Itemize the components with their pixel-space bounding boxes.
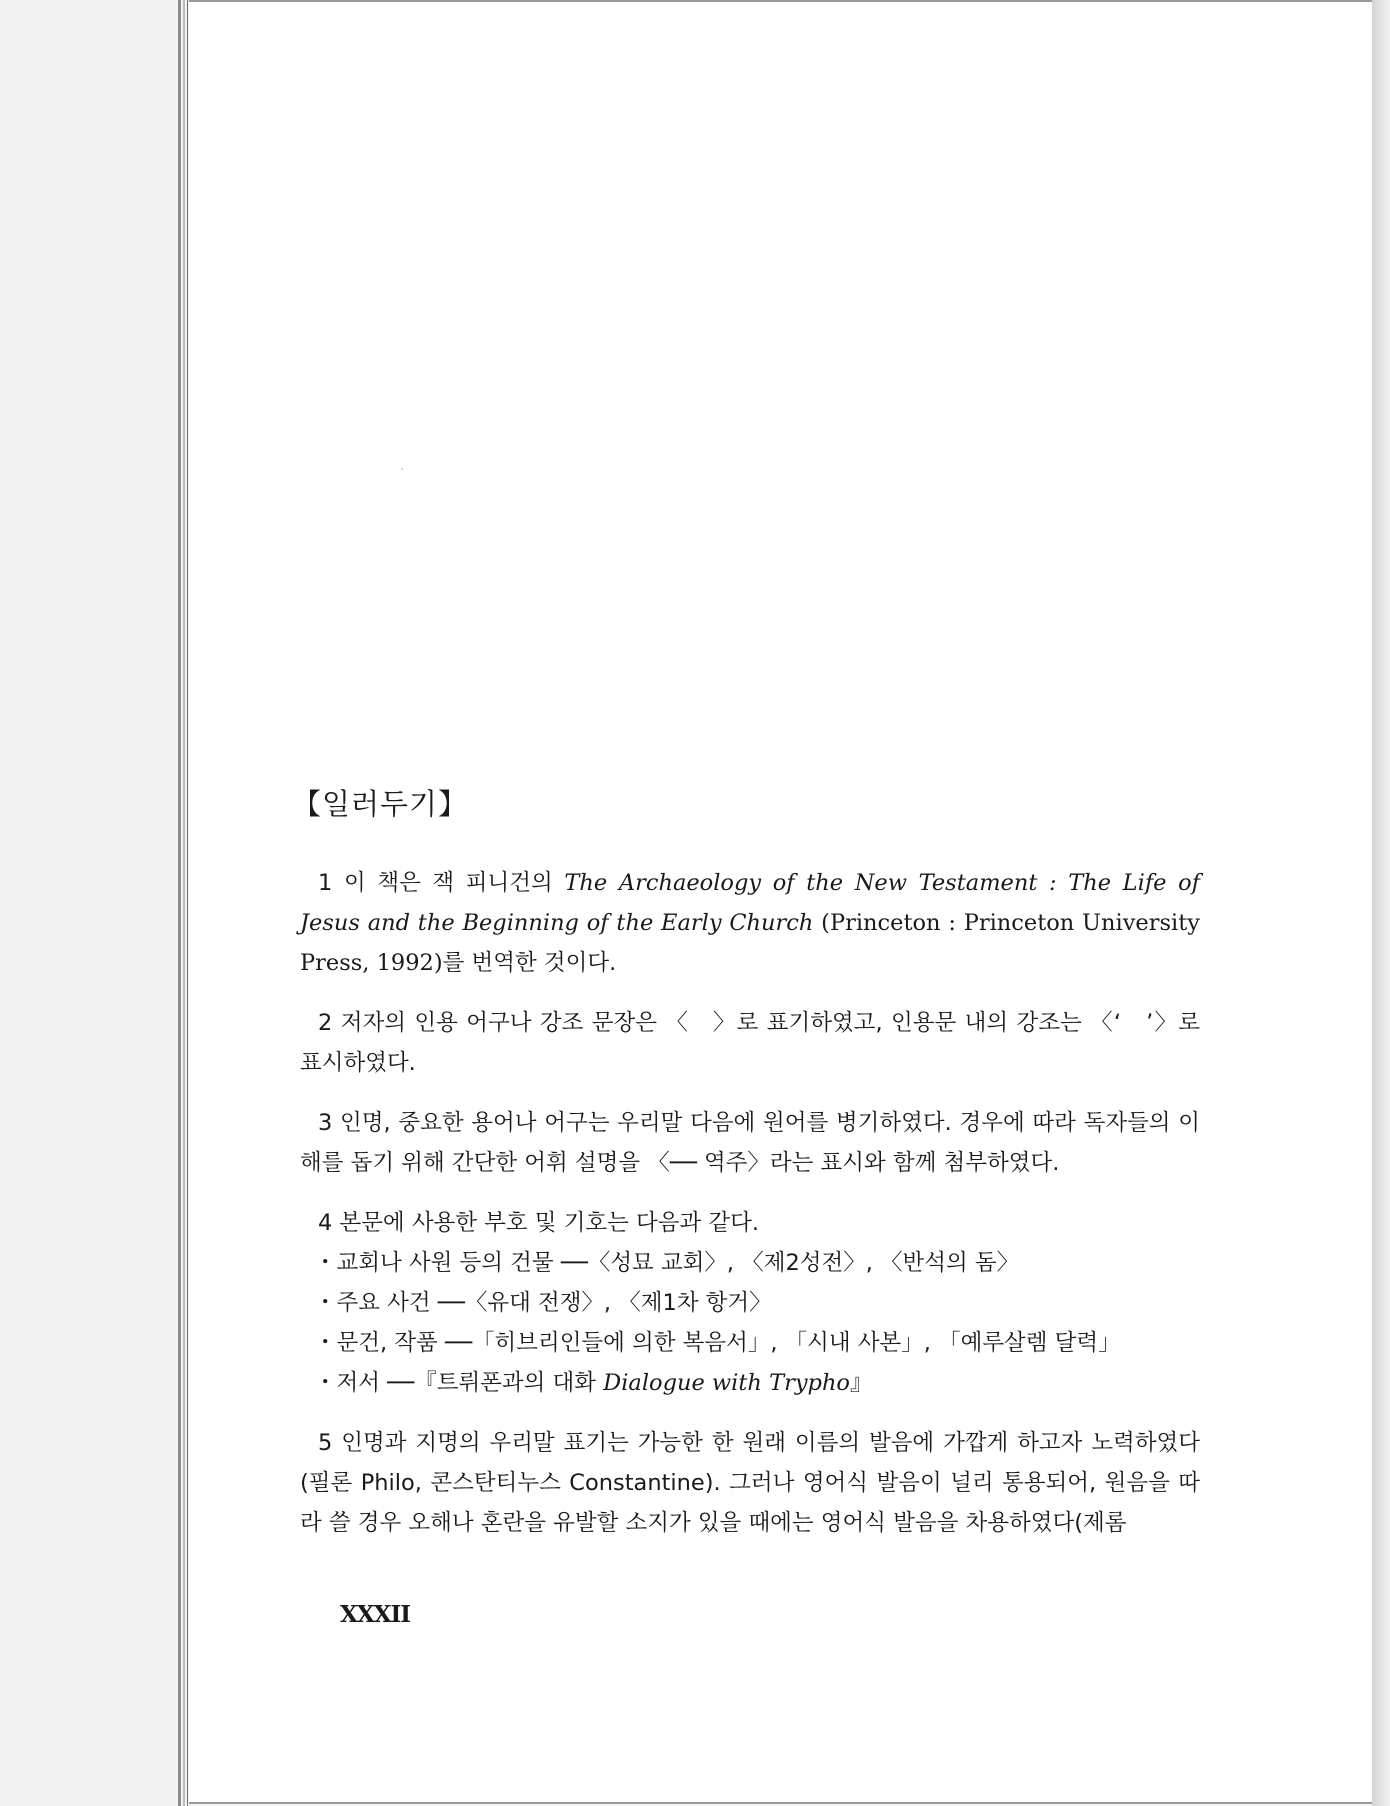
list-item: ・문건, 작품 ──「히브리인들에 의한 복음서」, 「시내 사본」, 「예루살렘 달력」 [314, 1330, 1121, 1356]
section-heading: 【일러두기】 [292, 787, 469, 821]
list-item [300, 1363, 1200, 1403]
page-stack-edge [183, 0, 185, 1806]
note-5: 5 인명과 지명의 우리말 표기는 가능한 한 원래 이름의 발음에 가깝게 하고자 노력하였다(필론 Philo, 콘스탄티누스 Constantine). 그러나 영어식 발음이 널리 통용되어, 원음을 따라 쓸 경우 오해나 혼란을 유발할 소지가 있을 때에는 영어식 발음을 차용하였다(제롬 [300, 1430, 1200, 1536]
page-border-bottom [189, 1802, 1372, 1804]
page-stack-edge [178, 0, 181, 1806]
page-shadow [1372, 0, 1390, 1806]
list-item-suffix: 』 [849, 1370, 873, 1396]
symbol-list [300, 1243, 1200, 1403]
book-title: The Archaeology of the New Testament : The Life of Jesus and the Beginning of the Early Church [300, 870, 1200, 936]
note-1-suffix: 를 번역한 것이다. [442, 950, 617, 976]
scan-speck [401, 468, 403, 470]
note-1 [300, 863, 1200, 983]
note-4-intro: 4 본문에 사용한 부호 및 기호는 다음과 같다. [318, 1210, 760, 1236]
list-item: ・교회나 사원 등의 건물 ──〈성묘 교회〉, 〈제2성전〉, 〈반석의 돔〉 [314, 1250, 1020, 1276]
list-item-prefix: ・저서 ──『트뤼폰과의 대화 [314, 1370, 604, 1396]
note-2: 2 저자의 인용 어구나 강조 문장은 〈 〉로 표기하였고, 인용문 내의 강조는 〈‘ ’〉로 표시하였다. [300, 1010, 1200, 1076]
page-number: XXXII [340, 1601, 411, 1628]
note-1-prefix: 1 이 책은 잭 피니건의 [318, 870, 565, 896]
publisher-info: (Princeton : Princeton University Press, 1992) [300, 910, 1200, 976]
page-stack-edge [187, 0, 188, 1806]
notes-section [292, 770, 1200, 1563]
list-item: ・주요 사건 ──〈유대 전쟁〉, 〈제1차 항거〉 [314, 1290, 772, 1316]
list-item-italic-title: Dialogue with Trypho [603, 1370, 850, 1396]
note-3: 3 인명, 중요한 용어나 어구는 우리말 다음에 원어를 병기하였다. 경우에 따라 독자들의 이해를 돕기 위해 간단한 어휘 설명을 〈── 역주〉라는 표시와 함께 첨부하였다. [300, 1110, 1200, 1176]
